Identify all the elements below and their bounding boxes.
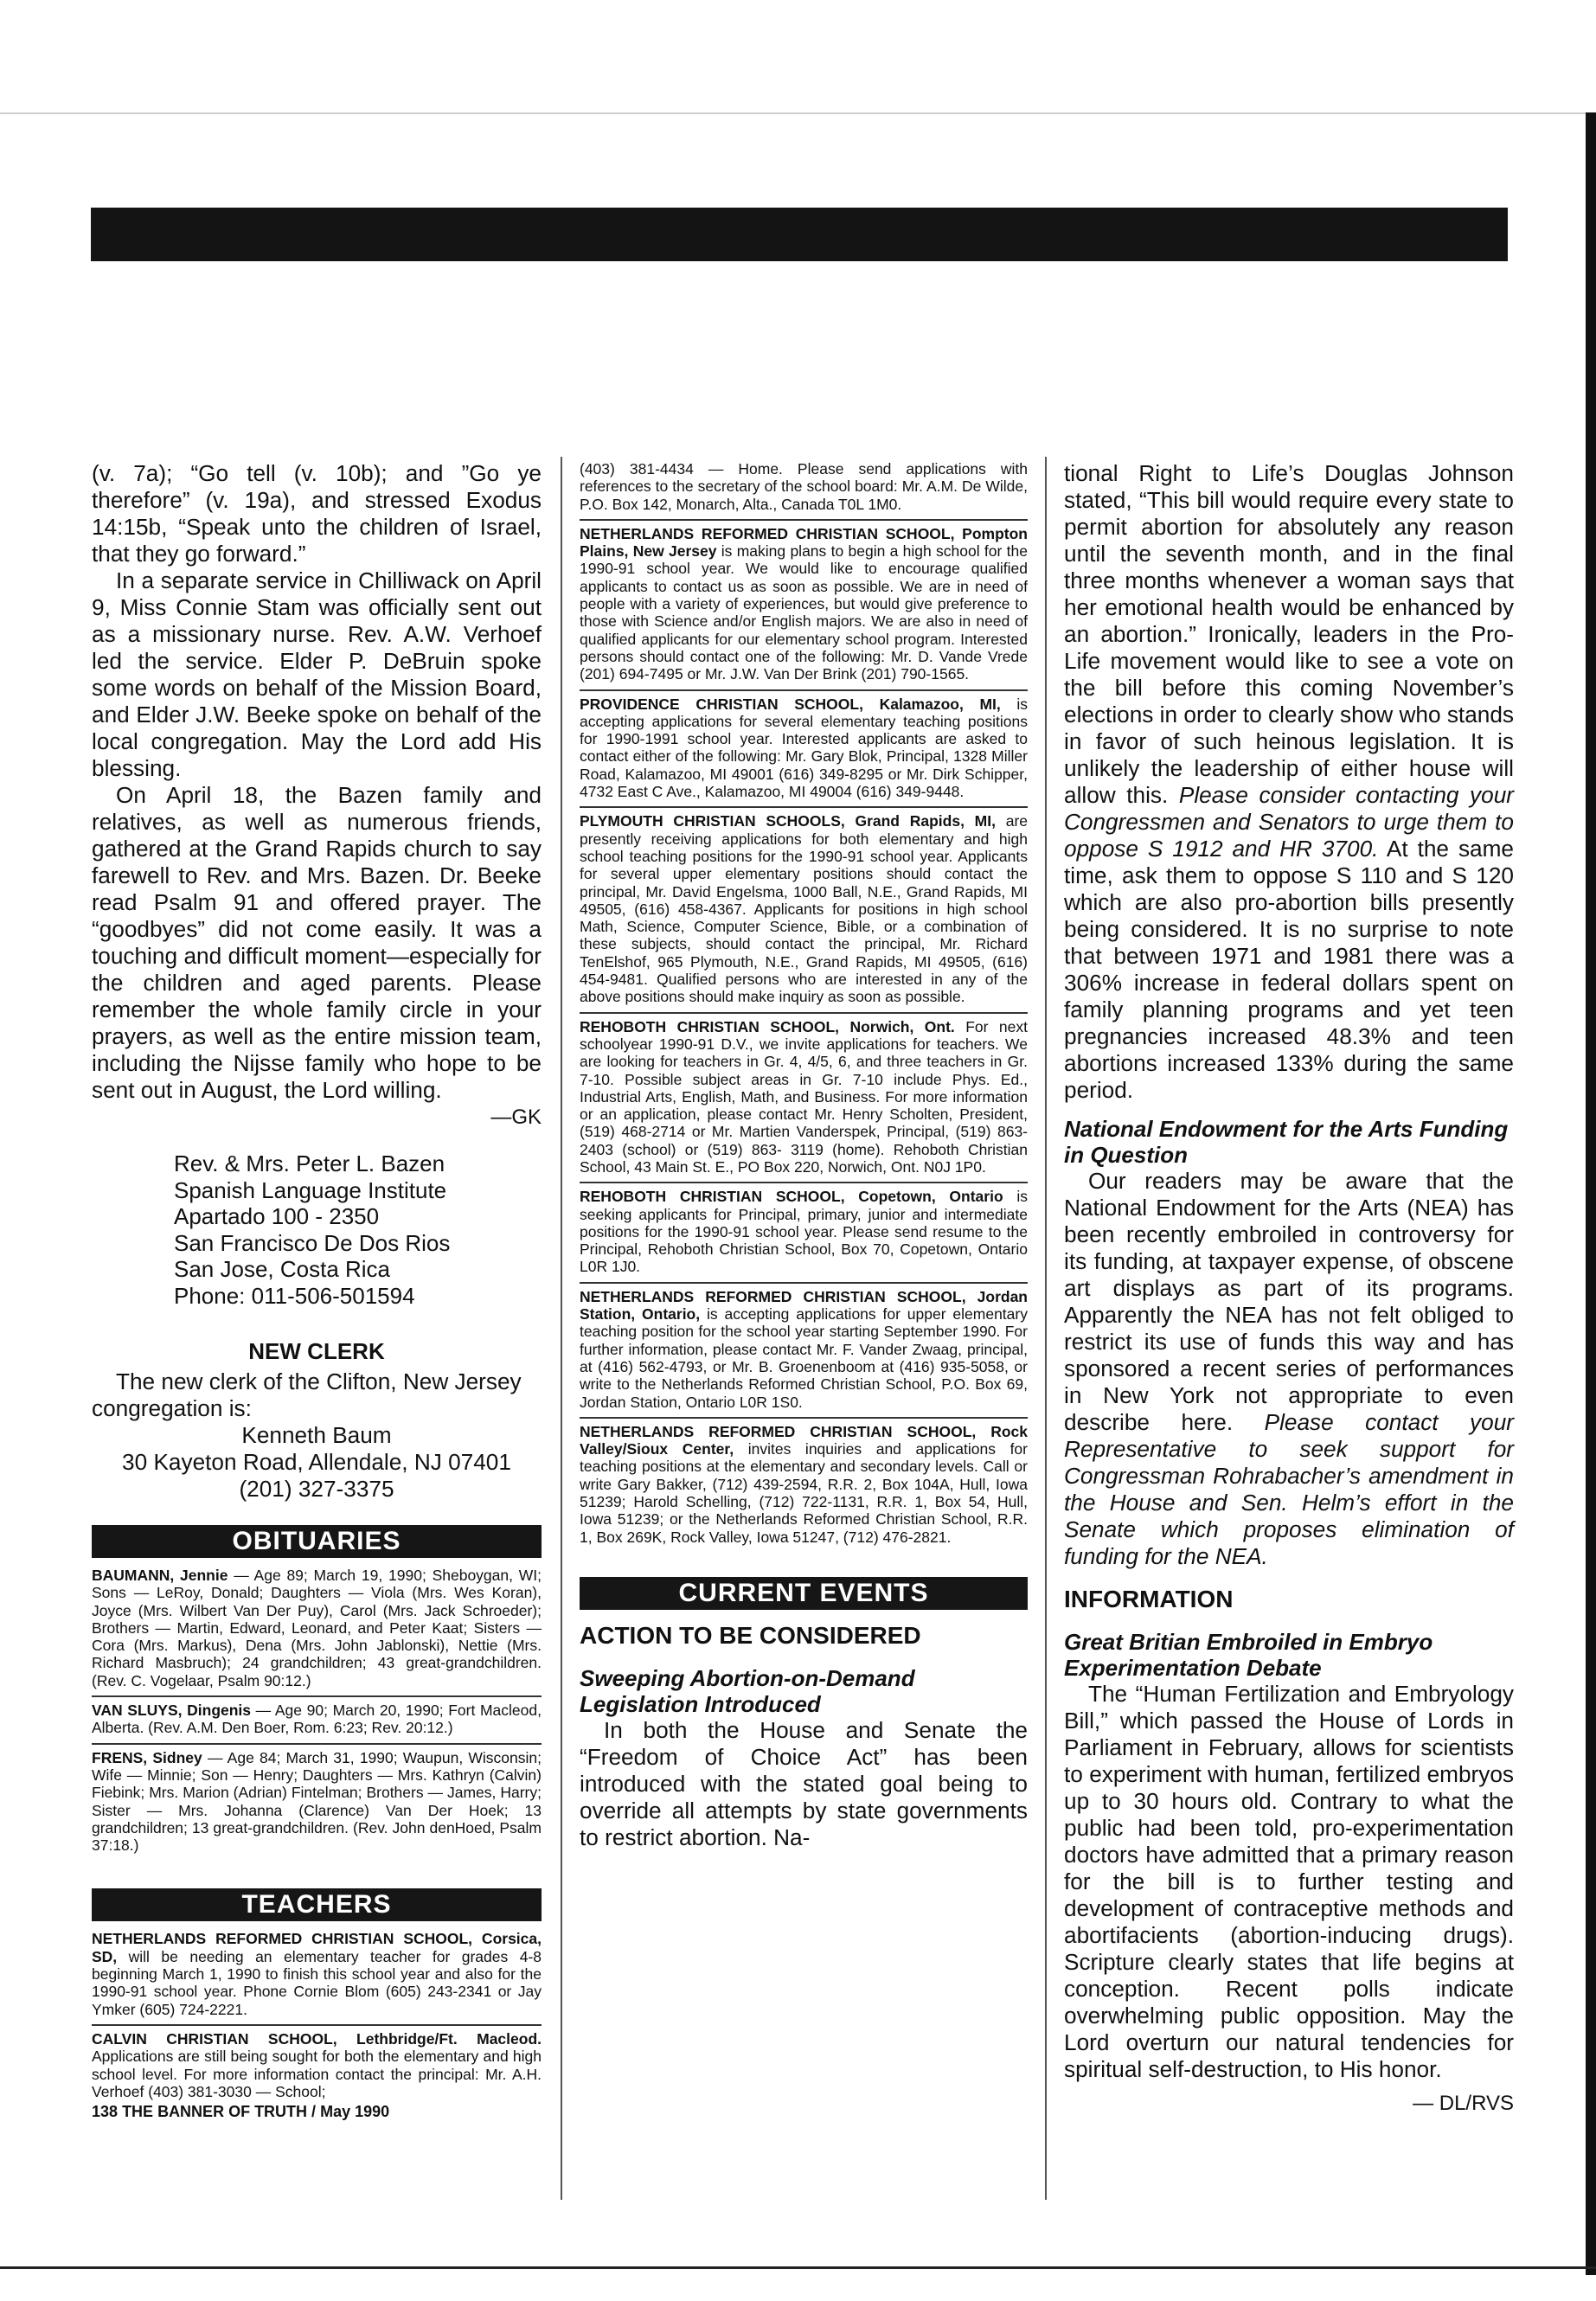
page-number: 138 (92, 2103, 119, 2121)
list-item (580, 519, 1028, 683)
signature: —GK (490, 1106, 542, 1129)
entry-text: is making plans to begin a high school for the 1990-91 school year. We would like to encourage qualified applicants to contact us as soon as possible. We are in need of people with a variety of experiences, but would give preference to those with Science and/or English majors. We are also in need of qualified applicants for our elementary school program. Interested persons should contact one of the following: Mr. D. Vande Vrede (201) 694-7495 or Mr. J.W. Van Der Brink (201) 790-1565. (580, 542, 1028, 683)
entry-name: REHOBOTH CHRISTIAN SCHOOL, Copetown, Ontario (580, 1188, 1003, 1206)
entry-text: invites inquiries and applications for teaching positions at the elementary and secondary levels. Call or write Gary Bakker, (712) 439-2594, R.R. 2, Box 104A, Hull, Iowa 51239; Harold Schelling, (712) 722-1131, R.R. 1, Box 54, Hull, Iowa 51239; or the Netherlands Reformed Christian School, R.R. 1, Box 269K, Rock Valley, Iowa 51247, (712) 476-2821. (580, 1440, 1028, 1546)
page-edge-bottom (0, 2266, 1596, 2269)
column-rule-left (561, 457, 562, 2200)
entry-name: FRENS, Sidney (92, 1748, 202, 1766)
list-item (580, 1282, 1028, 1411)
page-footer (92, 2103, 542, 2121)
entry-name: NETHERLANDS REFORMED CHRISTIAN SCHOOL, Corsica, SD, (92, 1930, 542, 1965)
list-item (92, 1695, 542, 1737)
entry-text: (403) 381-4434 — Home. Please send applications with references to the secretary of the school board: Mr. A.M. De Wilde, P.O. Box 142, Monarch, Alta., Canada T0L 1M0. (580, 460, 1028, 513)
clerk-line: Kenneth Baum (241, 1422, 392, 1448)
list-item (580, 1012, 1028, 1176)
column-middle (580, 460, 1028, 1851)
teachers-banner: TEACHERS (92, 1888, 542, 1921)
paragraph: The “Human Fertilization and Embryology Bill,” which passed the House of Lords in Parliament in February, allows for scientists to experiment with human, fertilized embryos up to 30 hours old. Contrary to what the public had been told, pro-experimentation doctors have admitted that a primary reason for the bill is to further testing and development of contraceptive methods and abortifacients (abortion-inducing drugs). Scripture clearly states that life begins at conception. Recent polls indicate overwhelming public opposition. May the Lord overturn our natural tendencies for spiritual self-destruction, to His honor. (1064, 1681, 1514, 2082)
new-clerk-heading: NEW CLERK (248, 1338, 385, 1364)
entry-name: BAUMANN, Jennie (92, 1567, 228, 1584)
list-item (580, 1182, 1028, 1275)
entry-text: — Age 84; March 31, 1990; Waupun, Wisconsin; Wife — Minnie; Son — Henry; Daughters — Mrs. Kathryn (Calvin) Fiebink; Mrs. Marion (Adrian) Fintelman; Brothers — James, Harry; Sister — Mrs. Johanna (Clarence) Van Der Hoek; 13 grandchildren; 13 great-grandchildren. (Rev. John denHoed, Psalm 37:18.) (92, 1748, 542, 1855)
list-item (92, 1930, 542, 2017)
current-events-banner: CURRENT EVENTS (580, 1577, 1028, 1610)
paragraph: In both the House and Senate the “Freedom of Choice Act” has been introduced with the stated goal being to override all attempts by state governments to restrict abortion. Na- (580, 1716, 1028, 1850)
column-left (92, 460, 542, 2121)
paragraph: (v. 7a); “Go tell (v. 10b); and ”Go ye therefore” (v. 19a), and stressed Exodus 14:15b, “Speak unto the children of Israel, that they go forward.” (92, 460, 542, 567)
paragraph: At the same time, ask them to oppose S 110 and S 120 which are also pro-abortion bills presently being considered. It is no surprise to note that between 1971 and 1981 there was a 306% increase in federal dollars spent on family planning programs and yet teen pregnancies increased 48.3% and teen abortions increased 133% during the same period. (1064, 836, 1514, 1103)
entry-text: — Age 89; March 19, 1990; Sheboygan, WI; Sons — LeRoy, Donald; Daughters — Viola (Mrs. Wes Koran), Joyce (Mrs. Wilbert Van Der Puy), Carol (Mrs. Jack Schroeder); Brothers — Martin, Edward, Leonard, and Peter Kaat; Sisters — Cora (Mrs. Markus), Dena (Mrs. John Jablonski), Nettie (Mrs. Richard Masbruch); 24 grandchildren; 43 great-grandchildren. (Rev. C. Vogelaar, Psalm 90:12.) (92, 1567, 542, 1689)
list-item (92, 1743, 542, 1855)
address-line: San Francisco De Dos Rios (174, 1229, 451, 1256)
subheading: Great Britian Embroiled in Embryo Experimentation Debate (1064, 1629, 1433, 1681)
address-line: Apartado 100 - 2350 (174, 1203, 380, 1229)
page-edge-right (1586, 112, 1596, 2275)
entry-text: For next schoolyear 1990-91 D.V., we invite applications for teachers. We are looking for teachers in Gr. 4, 4/5, 6, and three teachers in Gr. 7-10. Possible subject areas in Gr. 7-10 include Phys. Ed., Industrial Arts, English, Math, and Business. For more information or an application, please contact Mr. Henry Scholten, President, (519) 468-2714 or Mr. Martien Vanderspek, Principal, (519) 863-2403 (school) or (519) 863- 3119 (home). Rehoboth Christian School, 43 Main St. E., PO Box 220, Norwich, Ont. N0J 1P0. (580, 1017, 1028, 1176)
address-line: Spanish Language Institute (174, 1176, 447, 1203)
list-item (580, 1417, 1028, 1546)
section-heading: ACTION TO BE CONSIDERED (580, 1621, 921, 1649)
address-line: San Jose, Costa Rica (174, 1256, 391, 1282)
section-heading: INFORMATION (1064, 1586, 1234, 1612)
entry-text: will be needing an elementary teacher for grades 4-8 beginning March 1, 1990 to finish this school year and also for the 1990-91 school year. Phone Cornie Blom (605) 243-2341 or Jay Ymker (605) 724-2221. (92, 1947, 542, 2018)
entry-name: NETHERLANDS REFORMED CHRISTIAN SCHOOL, Pompton Plains, New Jersey (580, 524, 1028, 561)
subheading: Sweeping Abortion-on-Demand Legislation Introduced (580, 1664, 915, 1717)
clerk-line: 30 Kayeton Road, Allendale, NJ 07401 (122, 1449, 511, 1475)
clerk-line: (201) 327-3375 (239, 1476, 394, 1502)
list-item (580, 460, 1028, 513)
entry-text: is seeking applicants for Principal, primary, junior and intermediate positions for the 1990-91 school year. Please send resume to the Principal, Rehoboth Christian School, Box 70, Copetown, Ontario L0R 1J0. (580, 1188, 1029, 1276)
entry-name: PLYMOUTH CHRISTIAN SCHOOLS, Grand Rapids, MI, (580, 812, 996, 830)
teacher-listings (580, 460, 1028, 1546)
entry-text: — Age 90; March 20, 1990; Fort Macleod, Alberta. (Rev. A.M. Den Boer, Rom. 6:23; Rev. 20:12.) (92, 1702, 542, 1737)
issue-date: May 1990 (320, 2103, 390, 2121)
entry-name: REHOBOTH CHRISTIAN SCHOOL, Norwich, Ont. (580, 1017, 955, 1035)
call-to-action: Please contact your Representative to seek support for Congressman Rohrabacher’s amendment in the House and Sen. Helm’s effort in the Senate which proposes elimination of funding for the NEA. (1064, 1409, 1514, 1569)
call-to-action: Please consider contacting your Congressmen and Senators to urge them to oppose S 1912 and HR 3700. (1064, 782, 1515, 862)
entry-name: CALVIN CHRISTIAN SCHOOL, Lethbridge/Ft. Macleod. (92, 2029, 542, 2048)
entry-text: is accepting applications for upper elementary teaching position for the school year starting September 1990. For further information, please contact Mr. F. Vander Zwaag, principal, at (416) 562-4793, or Mr. B. Groenenboom at (416) 935-5058, or write to the Netherlands Reformed Christian School, P.O. Box 69, Jordan Station, Ontario L0R 1S0. (580, 1305, 1028, 1411)
paragraph: tional Right to Life’s Douglas Johnson stated, “This bill would require every state to permit abortion for absolutely any reason until the seventh month, and in the final three months whenever a woman says that her emotional health would be enhanced by an abortion.” Ironically, leaders in the Pro-Life movement would like to see a vote on the bill before this coming November’s elections in order to clearly show who stands in favor of such heinous legislation. It is unlikely the leadership of either house will allow this. (1064, 460, 1514, 808)
obituaries-banner: OBITUARIES (92, 1525, 542, 1558)
paragraph: The new clerk of the Clifton, New Jersey congregation is: (92, 1368, 522, 1421)
entry-name: PROVIDENCE CHRISTIAN SCHOOL, Kalamazoo, MI, (580, 695, 1001, 713)
paragraph: On April 18, the Bazen family and relatives, as well as numerous friends, gathered at the Grand Rapids church to say farewell to Rev. and Mrs. Bazen. Dr. Beeke read Psalm 91 and offered prayer. The “goodbyes” did not come easily. It was a touching and difficult moment—especially for the children and aged parents. Please remember the whole family circle in your prayers, as well as the entire mission team, including the Nijsse family who hope to be sent out in August, the Lord willing. (92, 782, 542, 1103)
teachers-list (92, 1930, 542, 2100)
entry-text: are presently receiving applications for both elementary and high school teaching positions for the 1990-91 school year. Applicants for several upper elementary positions should contact the principal, Mr. David Engelsma, 1000 Ball, N.E., Grand Rapids, MI 49505, (616) 458-4367. Applicants for positions in high school Math, Science, Computer Science, Bible, or a combination of these subjects, should contact the principal, Mr. Richard TenElshof, 965 Plymouth, N.E., Grand Rapids, MI 49505, (616) 454-9481. Qualified persons who are interested in any of the above positions should make inquiry as soon as possible. (580, 812, 1029, 1006)
column-rule-right (1045, 457, 1047, 2200)
entry-name: VAN SLUYS, Dingenis (92, 1702, 252, 1720)
list-item (92, 2024, 542, 2100)
page-edge-top (0, 112, 1596, 114)
column-right (1064, 460, 1514, 2116)
entry-text: Applications are still being sought for both the elementary and high school level. For more information contact the principal: Mr. A.H. Verhoef (403) 381-3030 — School; (92, 2048, 542, 2100)
paragraph: In a separate service in Chilliwack on April 9, Miss Connie Stam was officially sent out as a missionary nurse. Rev. A.W. Verhoef led the service. Elder P. DeBruin spoke some words on behalf of the Mission Board, and Elder J.W. Beeke spoke on behalf of the local congregation. May the Lord add His blessing. (92, 567, 542, 781)
signature: — DL/RVS (1413, 2092, 1514, 2115)
mailing-address (174, 1150, 542, 1309)
list-item (92, 1567, 542, 1689)
entry-name: NETHERLANDS REFORMED CHRISTIAN SCHOOL, Jordan Station, Ontario, (580, 1287, 1028, 1324)
address-line: Phone: 011-506-501594 (174, 1282, 415, 1309)
obituaries-list (92, 1567, 542, 1854)
entry-name: NETHERLANDS REFORMED CHRISTIAN SCHOOL, Rock Valley/Sioux Center, (580, 1422, 1028, 1458)
publication-title: THE BANNER OF TRUTH / (122, 2103, 317, 2121)
entry-text: is accepting applications for several elementary teaching positions for 1990-1991 school year. Interested applicants are asked to contact either of the following: Mr. Gary Blok, Principal, 1328 Miller Road, Kalamazoo, MI 49001 (616) 349-8295 or Mr. Dirk Schipper, 4732 East C Ave., Kalamazoo, MI 49004 (616) 349-9448. (580, 695, 1029, 801)
header-bar (91, 208, 1508, 261)
address-line: Rev. & Mrs. Peter L. Bazen (174, 1150, 445, 1176)
paragraph: Our readers may be aware that the National Endowment for the Arts (NEA) has been recently embroiled in controversy for its funding, at taxpayer expense, of obscene art displays as part of its programs. Apparently the NEA has not felt obliged to restrict its use of funds this way and has sponsored a recent series of performances in New York not appropriate to even describe here. (1064, 1168, 1514, 1435)
list-item (580, 806, 1028, 1005)
list-item (580, 689, 1028, 801)
subheading: National Endowment for the Arts Funding in Question (1064, 1116, 1509, 1168)
